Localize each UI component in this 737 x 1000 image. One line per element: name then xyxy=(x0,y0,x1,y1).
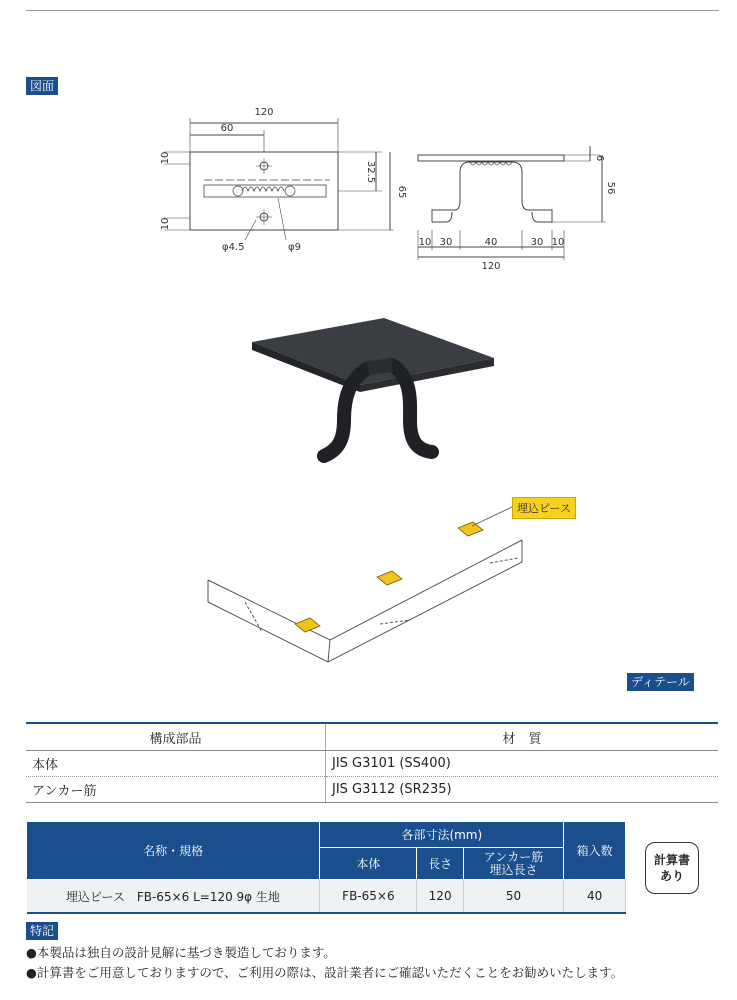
calc-badge-line1: 計算書 xyxy=(653,853,690,867)
dim-plan-width: 120 xyxy=(254,107,274,118)
material-value: JIS G3112 (SR235) xyxy=(326,777,719,803)
spec-header-dims: 各部寸法(mm) xyxy=(320,822,564,848)
dim-seg-4: 30 xyxy=(530,237,544,248)
spec-header-box: 箱入数 xyxy=(564,822,626,880)
piece-2 xyxy=(377,571,402,585)
callout-label: 埋込ピース xyxy=(512,497,576,519)
technical-drawing xyxy=(150,100,630,280)
drawing-label: 図面 xyxy=(26,77,58,95)
feature-item: ●本製品は独自の設計見解に基づき製造しております。 xyxy=(26,945,336,960)
dim-side-thickness: 6 xyxy=(594,154,605,162)
piece-3 xyxy=(458,522,483,536)
features-list xyxy=(26,943,716,983)
calc-badge-line2: あり xyxy=(659,869,684,883)
spec-box: 40 xyxy=(564,880,626,914)
dim-side-total: 120 xyxy=(481,261,501,272)
features-label: 特記 xyxy=(26,922,58,940)
spec-header-length: 長さ xyxy=(417,848,463,880)
dim-plan-top: 10 xyxy=(160,151,171,165)
dim-seg-2: 30 xyxy=(439,237,453,248)
spec-header-anchor: アンカー筋 埋込長さ xyxy=(463,848,563,880)
spec-length: 120 xyxy=(417,880,463,914)
spec-header-name: 名称・規格 xyxy=(27,822,320,880)
table-row xyxy=(27,880,626,914)
feature-item: ●計算書をご用意しておりますので、ご利用の際は、設計業者にご確認いただくことをお勧めいたします。 xyxy=(26,965,624,980)
table-row xyxy=(26,751,718,777)
product-photo xyxy=(240,310,510,480)
dim-plan-height: 65 xyxy=(396,185,407,199)
spec-header-body: 本体 xyxy=(320,848,417,880)
piece-1 xyxy=(295,618,320,632)
materials-table xyxy=(26,722,718,803)
dim-hole: φ4.5 xyxy=(222,242,245,253)
detail-label: ディテール xyxy=(627,673,694,691)
dim-seg-1: 10 xyxy=(418,237,432,248)
spec-table xyxy=(26,821,626,914)
dim-side-height: 56 xyxy=(605,181,616,195)
dim-bar: φ9 xyxy=(288,242,301,253)
dim-seg-3: 40 xyxy=(484,237,498,248)
spec-body: FB-65×6 xyxy=(320,880,417,914)
material-part: アンカー筋 xyxy=(26,777,326,803)
materials-header-part: 構成部品 xyxy=(26,723,326,751)
material-value: JIS G3101 (SS400) xyxy=(326,751,719,777)
spec-name: 埋込ピース FB-65×6 L=120 9φ 生地 xyxy=(27,880,320,914)
dim-plan-half: 60 xyxy=(220,123,234,134)
spec-anchor: 50 xyxy=(463,880,563,914)
materials-header-material: 材 質 xyxy=(326,723,719,751)
material-part: 本体 xyxy=(26,751,326,777)
dim-plan-mid: 32.5 xyxy=(365,160,376,184)
calc-badge xyxy=(645,842,699,894)
dim-seg-5: 10 xyxy=(551,237,565,248)
top-rule xyxy=(26,10,719,11)
table-row xyxy=(26,777,718,803)
dim-plan-bottom: 10 xyxy=(160,217,171,231)
